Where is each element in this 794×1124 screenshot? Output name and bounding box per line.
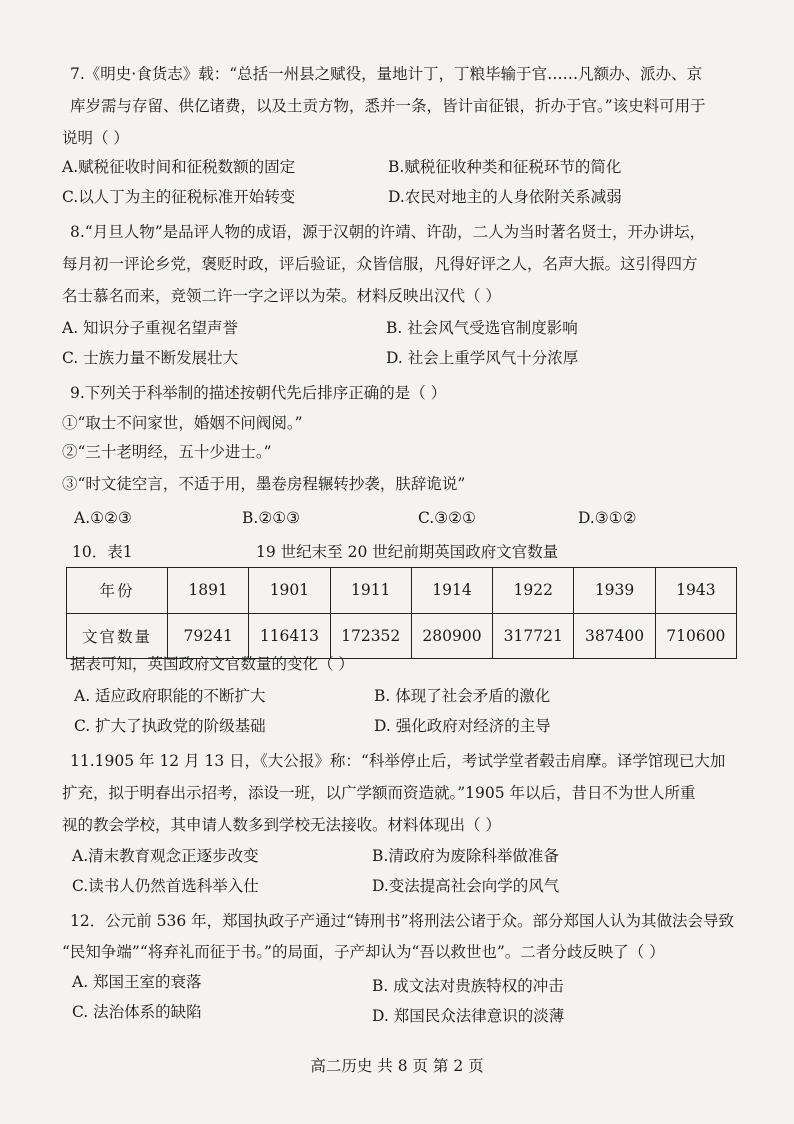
q9-option-b: B.②①③	[242, 509, 301, 527]
q7-stem-line-1: 7.《明史·食货志》载：“总括一州县之赋役，量地计丁，丁粮毕输于官……凡额办、派办、京	[70, 65, 703, 83]
q10-option-b: B. 体现了社会矛盾的激化	[374, 687, 551, 705]
q7-option-c: C.以人丁为主的征税标准开始转变	[62, 188, 296, 206]
q10-option-a: A. 适应政府职能的不断扩大	[74, 687, 266, 705]
q8-stem-line-2: 每月初一评论乡党，褒贬时政，评后验证，众皆信服，凡得好评之人，名声大振。这引得四方	[62, 255, 698, 273]
table-row-years	[67, 568, 737, 614]
row-header-count: 文官数量	[67, 613, 168, 659]
q8-option-b: B. 社会风气受选官制度影响	[386, 319, 578, 337]
count-cell: 79241	[168, 613, 249, 659]
count-cell: 317721	[493, 613, 574, 659]
q12-option-a: A. 郑国王室的衰落	[72, 973, 202, 991]
q11-option-b: B.清政府为废除科举做准备	[372, 847, 559, 865]
q9-item-2: ②“三十老明经，五十少进士。”	[62, 443, 272, 461]
q7-option-a: A.赋税征收时间和征税数额的固定	[62, 158, 296, 176]
q11-stem-line-1: 11.1905 年 12 月 13 日，《大公报》称：“科举停止后，考试学堂者毂击肩摩。译学馆现已大加	[70, 752, 726, 770]
row-header-year: 年份	[67, 568, 168, 614]
q10-table-title: 19 世纪末至 20 世纪前期英国政府文官数量	[256, 543, 559, 561]
count-cell: 116413	[249, 613, 330, 659]
q11-option-c: C.读书人仍然首选科举入仕	[72, 877, 259, 895]
q7-stem-line-2: 库岁需与存留、供亿诸费，以及土贡方物，悉并一条，皆计亩征银，折办于官。”该史料可用于	[70, 97, 706, 115]
year-cell: 1891	[168, 568, 249, 614]
q12-stem-line-2: “民知争端”“将弃礼而征于书。”的局面，子产却认为“吾以救世也”。二者分歧反映了（ ）	[62, 943, 665, 961]
q8-stem-line-1: 8.“月旦人物”是品评人物的成语，源于汉朝的许靖、许劭，二人为当时著名贤士，开办讲坛，	[70, 223, 706, 241]
q9-item-3: ③“时文徒空言，不适于用，墨卷房程辗转抄袭，肤辞诡说”	[62, 475, 466, 493]
q9-option-c: C.③②①	[418, 509, 476, 527]
table-row-counts	[67, 613, 737, 659]
q12-option-b: B. 成文法对贵族特权的冲击	[372, 977, 564, 995]
year-cell: 1901	[249, 568, 330, 614]
count-cell: 387400	[574, 613, 655, 659]
year-cell: 1922	[493, 568, 574, 614]
q11-stem-line-2: 扩充，拟于明春出示招考，添设一班，以广学额而资造就。”1905 年以后，昔日不为世人所重	[62, 784, 696, 802]
year-cell: 1914	[411, 568, 492, 614]
q10-label: 10．表1	[72, 543, 133, 561]
q12-stem-line-1: 12．公元前 536 年，郑国执政子产通过“铸刑书”将刑法公诸于众。部分郑国人认为其做法会导致	[70, 912, 735, 930]
q7-option-b: B.赋税征收种类和征税环节的简化	[388, 158, 622, 176]
year-cell: 1939	[574, 568, 655, 614]
q12-option-c: C. 法治体系的缺陷	[72, 1003, 202, 1021]
count-cell: 280900	[411, 613, 492, 659]
q9-option-a: A.①②③	[74, 509, 132, 527]
q7-option-d: D.农民对地主的人身依附关系减弱	[388, 188, 622, 206]
q9-item-1: ①“取士不问家世，婚姻不问阀阅。”	[62, 414, 303, 432]
q11-stem-line-3: 视的教会学校，其申请人数多到学校无法接收。材料体现出（ ）	[62, 816, 501, 834]
count-cell: 710600	[655, 613, 736, 659]
q10-stem-line-1: 据表可知，英国政府文官数量的变化（ ）	[70, 655, 354, 673]
q12-option-d: D. 郑国民众法律意识的淡薄	[372, 1007, 565, 1025]
q9-stem-line-1: 9.下列关于科举制的描述按朝代先后排序正确的是（ ）	[70, 384, 447, 402]
q8-option-a: A. 知识分子重视名望声誉	[62, 319, 239, 337]
q7-stem-line-3: 说明（ ）	[62, 129, 129, 147]
q9-option-d: D.③①②	[578, 509, 637, 527]
year-cell: 1911	[330, 568, 411, 614]
q10-option-d: D. 强化政府对经济的主导	[374, 717, 551, 735]
q11-option-a: A.清末教育观念正逐步改变	[72, 847, 259, 865]
year-cell: 1943	[655, 568, 736, 614]
q11-option-d: D.变法提高社会向学的风气	[372, 877, 560, 895]
q8-option-d: D. 社会上重学风气十分浓厚	[386, 349, 579, 367]
count-cell: 172352	[330, 613, 411, 659]
page-footer: 高二历史 共 8 页 第 2 页	[310, 1057, 484, 1075]
q8-option-c: C. 士族力量不断发展壮大	[62, 349, 239, 367]
q8-stem-line-3: 名士慕名而来，竞领二许一字之评以为荣。材料反映出汉代（ ）	[62, 287, 501, 305]
civil-servant-table	[66, 567, 737, 659]
q10-option-c: C. 扩大了执政党的阶级基础	[74, 717, 266, 735]
